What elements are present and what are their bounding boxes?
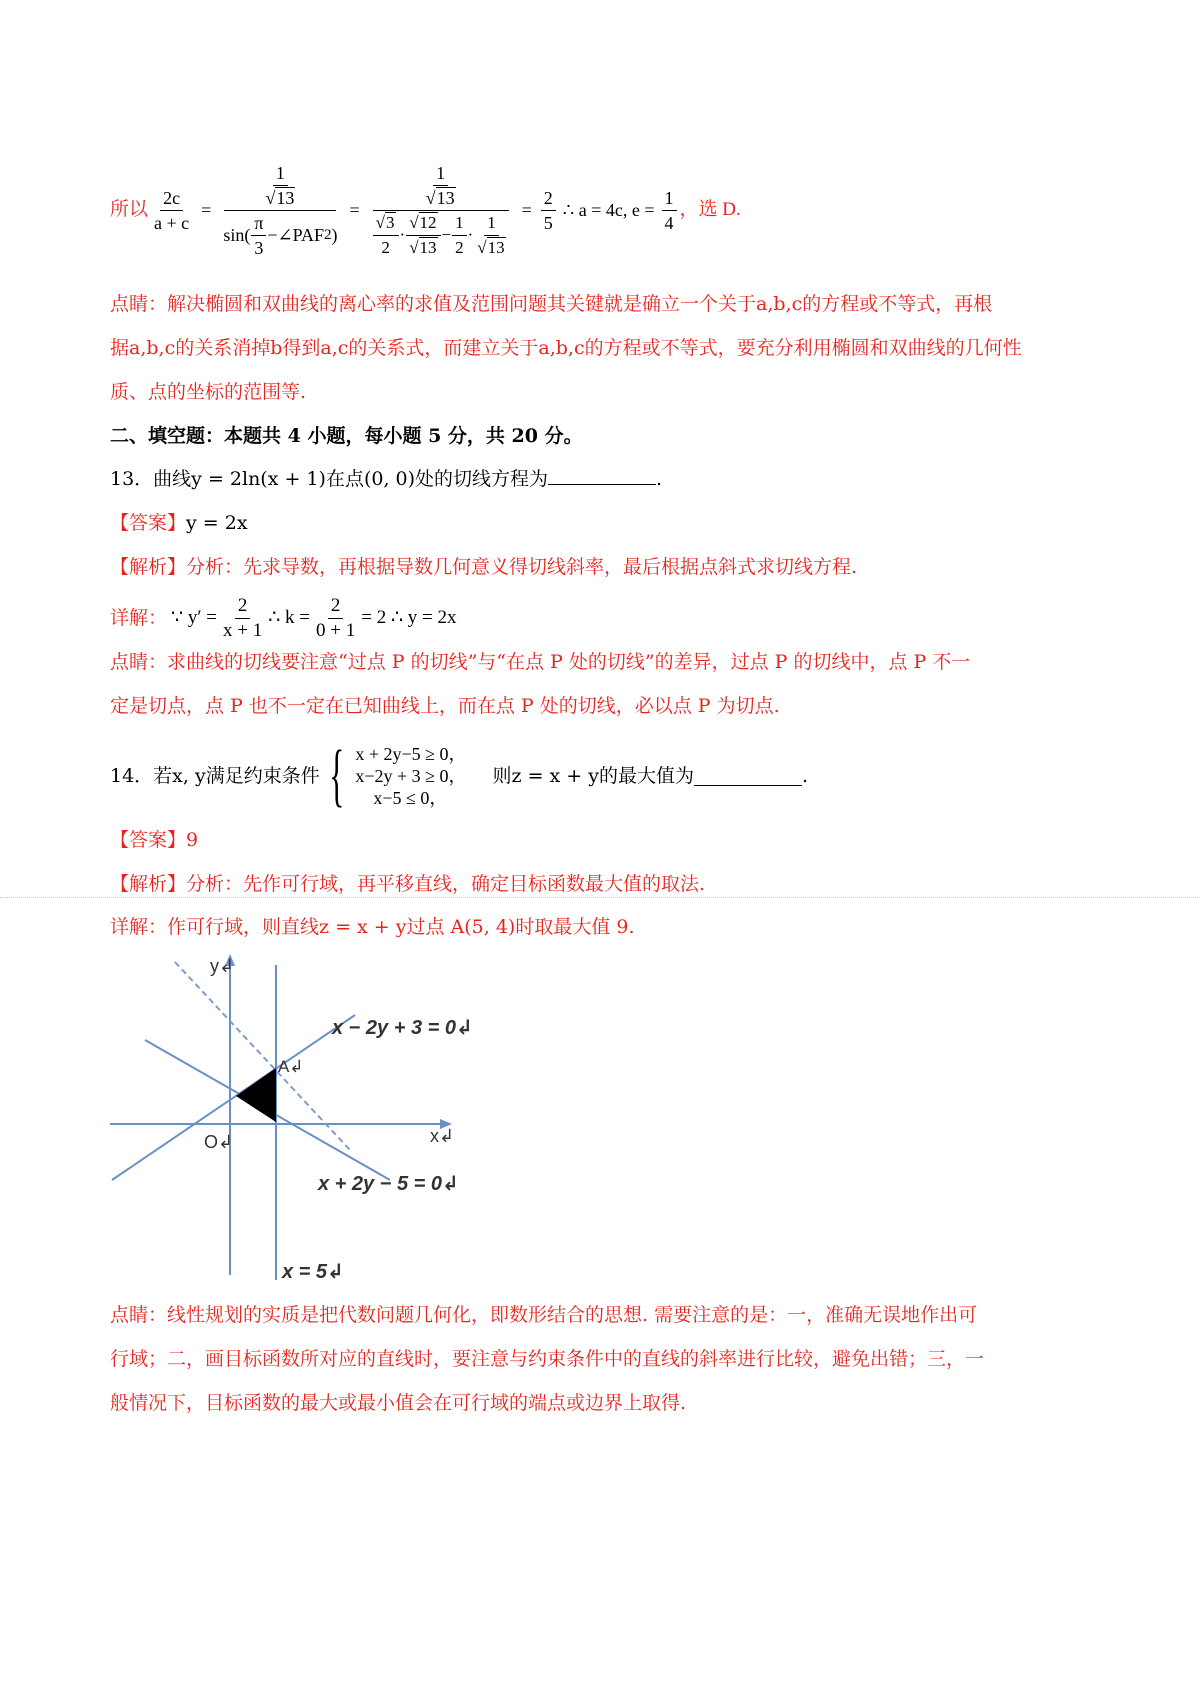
one: 1	[452, 211, 467, 236]
radicand: 3	[386, 212, 395, 232]
inner-den: √13	[425, 187, 455, 208]
two: 2	[381, 237, 390, 257]
frac-numerator: 2	[541, 186, 556, 211]
constraint-system	[320, 737, 467, 814]
frac-denominator: x + 1	[222, 619, 263, 641]
answer-value: y = 2x	[186, 512, 248, 534]
constraint-1: x + 2y−5 ≥ 0，	[355, 744, 467, 764]
fraction-2-over-0-plus-1	[313, 594, 358, 643]
analysis-tag: 【解析】	[110, 873, 187, 895]
answer-value: 9	[186, 829, 199, 851]
choose-d-text: ，选 D.	[679, 199, 741, 220]
frac-denominator: 0 + 1	[316, 619, 356, 641]
frac-denominator: 4	[664, 212, 674, 233]
q14-note-line-3: 般情况下，目标函数的最大或最小值会在可行域的端点或边界上取得.	[110, 1392, 687, 1414]
inner-den: √13	[265, 187, 295, 208]
line-x-minus-2y-plus-3	[112, 1015, 355, 1180]
inner-num: 1	[273, 161, 288, 186]
y-axis-label: y↲	[210, 956, 235, 976]
detail-conclusion: = 2 ∴ y = 2x	[361, 607, 457, 628]
two: 2	[455, 237, 464, 257]
answer-tag: 【答案】	[110, 512, 187, 534]
sqrt13-den: √13	[477, 237, 505, 257]
equals-sign: =	[201, 200, 212, 220]
sin-open: sin(	[223, 225, 251, 245]
fraction-expanded	[369, 161, 513, 260]
minus: −	[441, 225, 452, 244]
frac-denominator	[369, 211, 513, 260]
one: 1	[484, 211, 499, 236]
line-label-3: x = 5↲	[282, 1261, 344, 1283]
frac-numerator	[373, 161, 509, 211]
answer-blank	[694, 767, 802, 786]
pi: π	[251, 211, 266, 236]
q14-stem	[110, 738, 808, 814]
radicand: 13	[276, 187, 295, 208]
analysis-text: 分析：先求导数，再根据导数几何意义得切线斜率，最后根据点斜式求切线方程.	[186, 556, 858, 578]
sqrt12-num: √12	[406, 211, 440, 236]
sin-close: )	[331, 225, 338, 245]
frac-numerator	[224, 161, 336, 211]
radicand: 13	[419, 237, 437, 257]
q14-answer	[110, 826, 198, 854]
section-heading: 二、填空题：本题共 4 小题，每小题 5 分，共 20 分。	[110, 425, 583, 447]
feasible-region	[236, 1068, 276, 1122]
line-label-1: x − 2y + 3 = 0↲	[332, 1017, 473, 1039]
answer-blank	[548, 466, 656, 485]
analysis-tag: 【解析】	[110, 556, 187, 578]
dot: ·	[467, 225, 474, 244]
note12-line-3: 质、点的坐标的范围等.	[110, 381, 307, 403]
radicand: 13	[487, 237, 505, 257]
q13-stem	[110, 465, 662, 493]
equals-sign: =	[349, 200, 360, 220]
detail-tag: 详解：	[110, 607, 168, 629]
detail-text: 作可行域，则直线z = x + y过点 A(5, 4)时取最大值 9.	[167, 916, 635, 938]
so-prefix: 所以	[110, 199, 149, 220]
because-derivative: ∵ y′ =	[171, 607, 217, 628]
fraction-1-over-4	[662, 186, 677, 235]
q14-stem-text-a: 14．若x, y满足约束条件	[110, 765, 320, 787]
note12-line-2: 据a,b,c的关系消掉b得到a,c的关系式，而建立关于a,b,c的方程或不等式，要充分利用椭圆和双曲线的几何性	[110, 337, 1022, 359]
inner-num: 1	[433, 161, 448, 186]
frac-denominator: 5	[543, 212, 553, 233]
q13-analysis	[110, 553, 857, 581]
x-axis-label: x↲	[430, 1126, 455, 1146]
frac-numerator: 2c	[160, 186, 183, 211]
radicand: 13	[436, 187, 455, 208]
line-label-2: x + 2y − 5 = 0↲	[318, 1173, 459, 1195]
q13-note-line-2: 定是切点，点 P 也不一定在已知曲线上，而在点 P 处的切线，必以点 P 为切点.	[110, 695, 780, 717]
sqrt3-num: √3	[373, 211, 399, 236]
q14-note-line-2: 行域；二，画目标函数所对应的直线时，要注意与约束条件中的直线的斜率进行比较，避免出错；三，一	[110, 1348, 985, 1370]
note12-line-1: 点睛：解决椭圆和双曲线的离心率的求值及范围问题其关键就是确立一个关于a,b,c的方程或不等式，再根	[110, 293, 993, 315]
answer-tag: 【答案】	[110, 829, 187, 851]
fraction-2c-over-a-plus-c	[151, 186, 192, 235]
point-a-label: A↲	[278, 1057, 304, 1076]
frac-denominator: a + c	[154, 212, 190, 233]
q14-detail	[110, 913, 634, 941]
radicand: 12	[419, 212, 437, 232]
subscript-2: 2	[324, 227, 332, 243]
three: 3	[254, 237, 264, 258]
q13-answer	[110, 509, 248, 537]
q13-note-line-1: 点睛：求曲线的切线要注意“过点 P 的切线”与“在点 P 处的切线”的差异，过点 P 的切线中，点 P 不一	[110, 651, 971, 673]
frac-numerator: 2	[328, 594, 344, 619]
frac-denominator	[220, 211, 340, 260]
frac-numerator: 2	[235, 594, 251, 619]
q13-detail	[110, 590, 457, 646]
q13-stem-text: 13．曲线y = 2ln(x + 1)在点(0, 0)处的切线方程为	[110, 468, 549, 490]
conclusion-text: ∴ a = 4c, e =	[562, 200, 655, 220]
q14-stem-text-b: 则z = x + y的最大值为	[492, 765, 694, 787]
objective-dashed-line	[175, 962, 350, 1150]
origin-label: O↲	[204, 1132, 234, 1152]
constraint-2: x−2y + 3 ≥ 0，	[355, 766, 467, 786]
fraction-2-over-5	[541, 186, 556, 235]
q14-analysis	[110, 870, 705, 898]
q12-final-equation	[110, 150, 741, 270]
angle-paf: −∠PAF	[267, 225, 325, 245]
q14-note-line-1: 点睛：线性规划的实质是把代数问题几何化，即数形结合的思想. 需要注意的是：一，准确无误地作出可	[110, 1304, 978, 1326]
feasible-region-figure	[100, 950, 520, 1290]
fraction-sin	[220, 161, 340, 260]
dot: ·	[399, 225, 406, 244]
left-brace-icon: {	[328, 737, 345, 814]
fraction-2-over-x-plus-1	[220, 594, 265, 643]
therefore-k: ∴ k =	[268, 607, 311, 628]
frac-numerator: 1	[662, 186, 677, 211]
detail-tag: 详解：	[110, 916, 168, 938]
q14-stem-end: .	[801, 765, 809, 787]
constraint-3: x−5 ≤ 0，	[373, 788, 448, 808]
sqrt13-den: √13	[409, 237, 437, 257]
analysis-text: 分析：先作可行域，再平移直线，确定目标函数最大值的取法.	[186, 873, 706, 895]
equals-sign: =	[521, 200, 532, 220]
q13-stem-end: .	[656, 468, 663, 490]
